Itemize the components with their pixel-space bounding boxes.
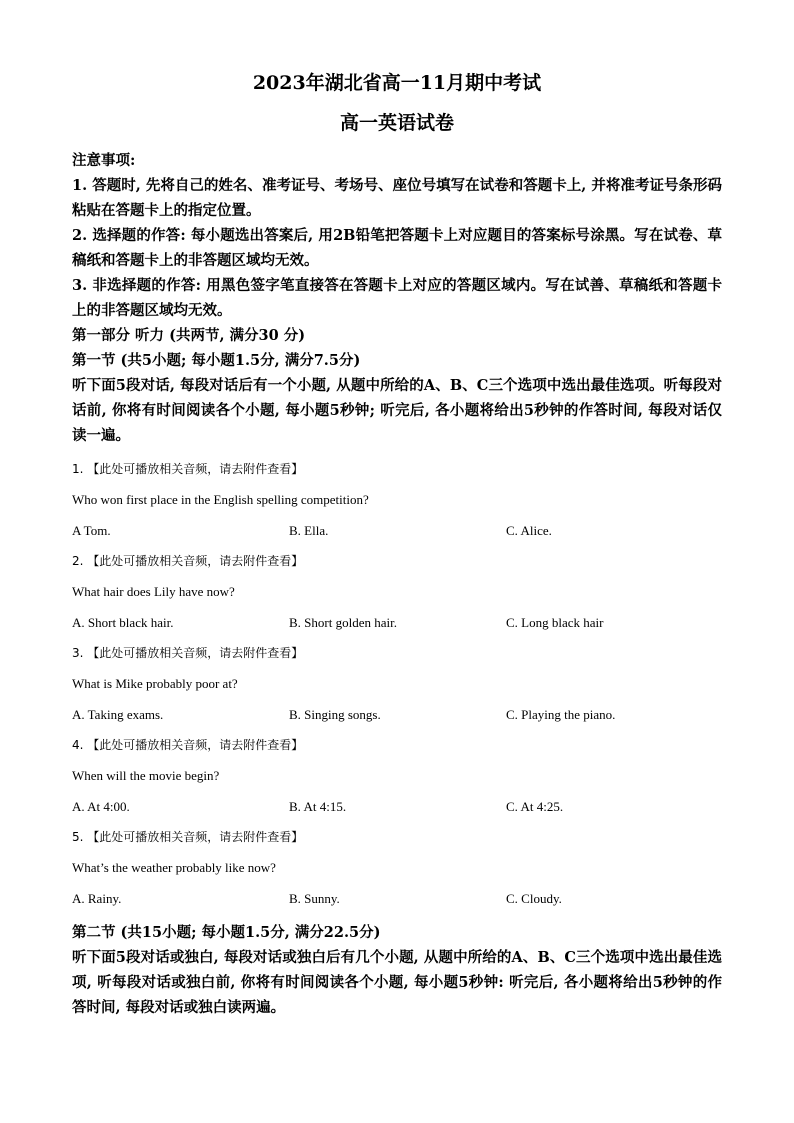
part1-heading: 第一部分 听力 (共两节, 满分30 分) [72,327,306,344]
audio-placeholder[interactable]: 2. 【此处可播放相关音频，请去附件查看】 [72,554,304,568]
question-2 [72,552,722,632]
option-c: C. Long black hair [506,615,604,630]
audio-placeholder[interactable]: 1. 【此处可播放相关音频，请去附件查看】 [72,462,304,476]
question-text: Who won first place in the English spelling competition? [72,492,369,507]
section2-block [72,920,722,1020]
option-c: C. Alice. [506,523,552,538]
section2-heading: 第二节 (共15小题; 每小题1.5分, 满分22.5分) [72,924,381,941]
question-text: When will the movie begin? [72,768,220,783]
note-item-1: 1. 答题时, 先将自己的姓名、准考证号、考场号、座位号填写在试卷和答题卡上, 并将准考证号条形码粘贴在答题卡上的指定位置。 [72,177,722,219]
option-a: A Tom. [72,523,111,538]
notes-block [72,148,722,323]
audio-placeholder[interactable]: 5. 【此处可播放相关音频，请去附件查看】 [72,830,304,844]
exam-title: 2023年湖北省高一11月期中考试 [252,72,542,94]
option-a: A. Rainy. [72,891,122,906]
option-b: B. Short golden hair. [289,615,397,630]
question-4 [72,736,722,816]
section1-instructions: 听下面5段对话, 每段对话后有一个小题, 从题中所给的A、B、C三个选项中选出最佳选项。听每段对话前, 你将有时间阅读各个小题, 每小题5秒钟; 听完后, 各小题将给出5秒钟的作答时间, 每段对话仅读一遍。 [72,377,722,444]
question-1 [72,460,722,540]
question-text: What hair does Lily have now? [72,584,235,599]
option-a: A. Short black hair. [72,615,174,630]
note-item-2: 2. 选择题的作答: 每小题选出答案后, 用2B铅笔把答题卡上对应题目的答案标号涂黑。写在试卷、草稿纸和答题卡上的非答题区域均无效。 [72,227,722,269]
section1-heading: 第一节 (共5小题; 每小题1.5分, 满分7.5分) [72,352,361,369]
option-b: B. Sunny. [289,891,340,906]
question-text: What’s the weather probably like now? [72,860,276,875]
option-c: C. At 4:25. [506,799,564,814]
options-row [72,706,722,724]
option-c: C. Cloudy. [506,891,562,906]
exam-subtitle: 高一英语试卷 [339,112,454,134]
section2-instructions: 听下面5段对话或独白, 每段对话或独白后有几个小题, 从题中所给的A、B、C三个选项中选出最佳选项, 听每段对话或独白前, 你将有时间阅读各个小题, 每小题5秒钟: 听完后, 各小题将给出5秒钟的作答时间, 每段对话或独白读两遍。 [72,949,722,1016]
option-b: B. At 4:15. [289,799,347,814]
audio-placeholder[interactable]: 3. 【此处可播放相关音频，请去附件查看】 [72,646,304,660]
question-3 [72,644,722,724]
note-item-3: 3. 非选择题的作答: 用黑色签字笔直接答在答题卡上对应的答题区域内。写在试善、草稿纸和答题卡上的非答题区域均无效。 [72,277,722,319]
question-text: What is Mike probably poor at? [72,676,238,691]
question-5 [72,828,722,908]
option-a: A. At 4:00. [72,799,130,814]
exam-page [72,70,722,1020]
audio-placeholder[interactable]: 4. 【此处可播放相关音频，请去附件查看】 [72,738,304,752]
options-row [72,614,722,632]
option-b: B. Singing songs. [289,707,381,722]
options-row [72,522,722,540]
notes-heading: 注意事项: [72,152,136,169]
option-c: C. Playing the piano. [506,707,616,722]
options-row [72,890,722,908]
options-row [72,798,722,816]
option-a: A. Taking exams. [72,707,164,722]
option-b: B. Ella. [289,523,329,538]
